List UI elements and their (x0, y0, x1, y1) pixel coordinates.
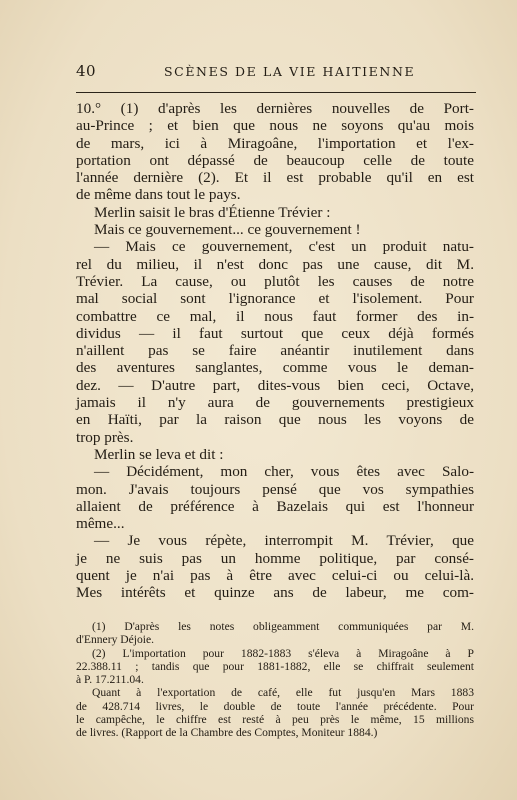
footnotes (76, 620, 474, 740)
text-line: je ne suis pas un homme politique, par consé- (76, 549, 474, 567)
body-text (76, 100, 474, 602)
footnote-line: de livres. (Rapport de la Chambre des Comptes, Moniteur 1884.) (76, 726, 378, 740)
text-line: mon. J'avais toujours pensé que vos sympathies (76, 480, 474, 498)
text-line: 10.° (1) d'après les dernières nouvelles de Port- (76, 100, 474, 117)
text-line: Trévier. La cause, ou plutôt les causes de notre (76, 272, 474, 290)
text-line: — Je vous répète, interrompit M. Trévier, que (94, 532, 474, 550)
text-line: dez. — D'autre part, dites-vous bien ceci, Octave, (76, 376, 474, 394)
footnote-line: d'Ennery Déjoie. (76, 633, 155, 647)
text-line: l'année dernière (2). Et il est probable qu'il en est (76, 169, 474, 187)
text-line: Merlin saisit le bras d'Étienne Trévier : (94, 203, 331, 221)
text-line: dividus — il faut surtout que ceux déjà formés (76, 324, 474, 342)
footnote-line: de 428.714 livres, le double de toute l'année précédente. Pour (76, 699, 474, 713)
text-line: rel du milieu, il n'est donc pas une cause, dit M. (76, 255, 474, 273)
text-line: mal social sont l'ignorance et l'isolement. Pour (76, 290, 474, 308)
text-line: des aventures sanglantes, comme vous le deman- (76, 359, 474, 377)
text-line: allaient de préférence à Bazelais qui est l'honneur (76, 497, 474, 515)
text-line: en Haïti, par la raison que nous les voyons de (76, 411, 474, 429)
text-line: jamais il n'y aura de gouvernements prestigieux (76, 394, 474, 412)
text-line: quent je n'ai pas à être avec celui-ci ou celui-là. (76, 567, 474, 585)
footnote-line: à P. 17.211.04. (76, 673, 144, 687)
text-line: de mars, ici à Miragoâne, l'importation et l'ex- (76, 134, 474, 152)
footnote-line: Quant à l'exportation de café, elle fut jusqu'en Mars 1883 (92, 686, 474, 700)
text-line: — Décidément, mon cher, vous êtes avec Salo- (94, 463, 474, 481)
text-line: de même dans tout le pays. (76, 186, 241, 204)
footnote-line: (1) D'après les notes obligeamment communiquées par M. (92, 620, 474, 633)
footnote-line: (2) L'importation pour 1882-1883 s'éleva à Miragoâne à P (92, 646, 474, 660)
text-line: Mes intérêts et quinze ans de labeur, me com- (76, 584, 474, 602)
text-line: même... (76, 515, 125, 533)
text-line: trop près. (76, 428, 134, 446)
footnote-line: 22.388.11 ; tandis que pour 1881-1882, elle se chiffrait seulement (76, 659, 474, 673)
text-line: au-Prince ; et bien que nous ne soyons qu'au mois (76, 117, 474, 135)
page-number: 40 (76, 62, 97, 80)
footnote-line: le campêche, le chiffre est resté à peu près le même, 15 millions (76, 713, 474, 727)
text-line: portation ont dépassé de beaucoup celle de toute (76, 151, 474, 169)
header-rule (76, 92, 476, 93)
text-line: Mais ce gouvernement... ce gouvernement ! (94, 221, 361, 239)
running-title: SCÈNES DE LA VIE HAITIENNE (164, 64, 416, 79)
text-line: n'aillent pas se faire anéantir inutilement dans (76, 342, 474, 360)
page-header (76, 62, 476, 82)
text-line: — Mais ce gouvernement, c'est un produit natu- (94, 238, 474, 256)
text-line: Merlin se leva et dit : (94, 445, 224, 463)
text-line: combattre ce mal, il nous faut former des in- (76, 307, 474, 325)
